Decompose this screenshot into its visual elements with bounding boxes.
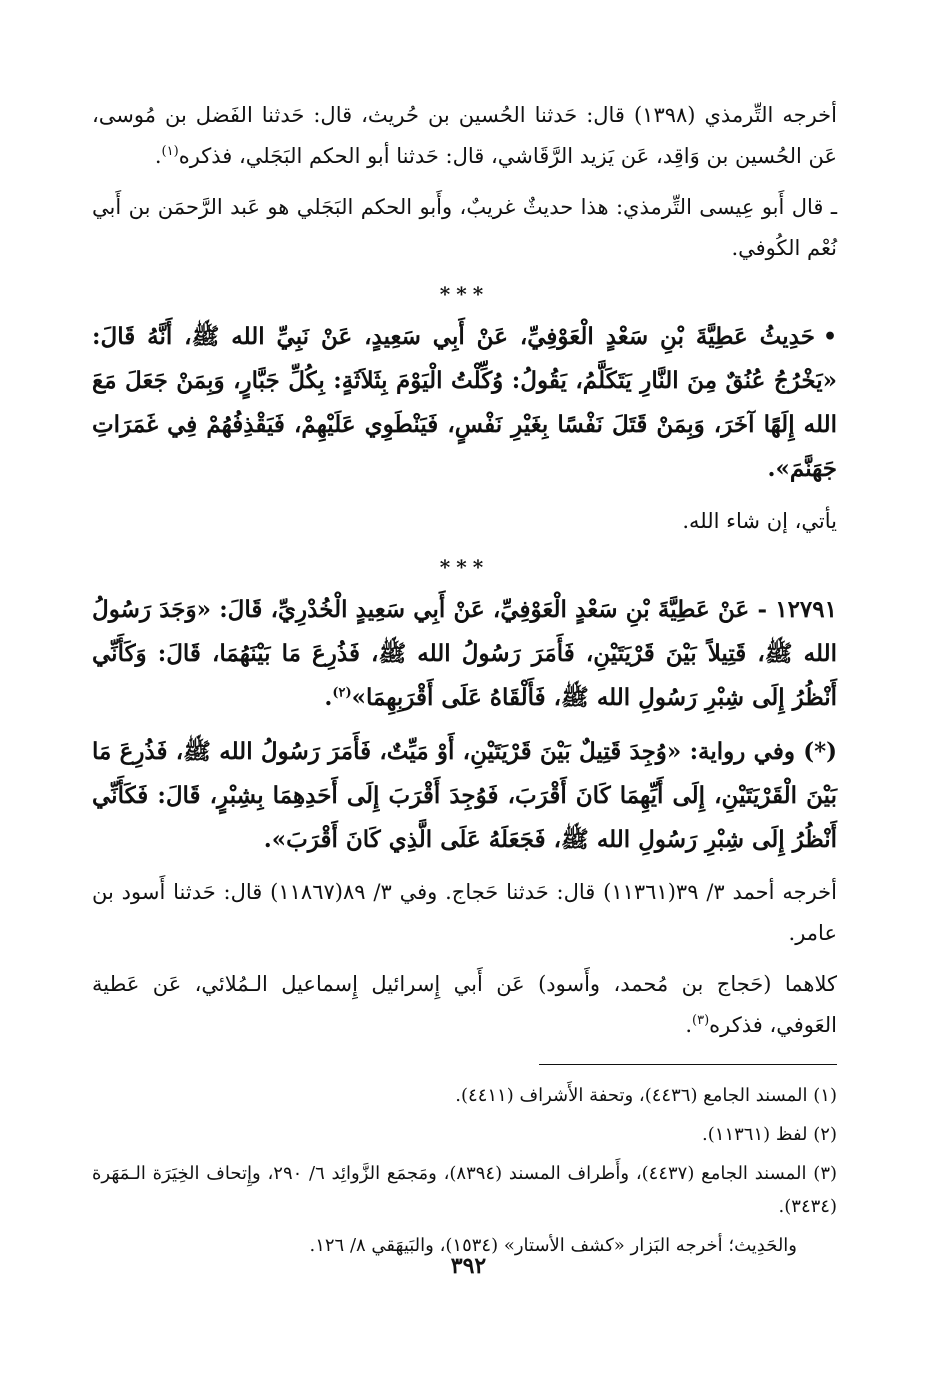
hadith-text: حَدِيثُ عَطِيَّةَ بْنِ سَعْدٍ الْعَوْفِيِّ، عَنْ أَبِي سَعِيدٍ، عَنْ نَبِيِّ الله ﷺ، أَنَّهُ قَالَ: «يَخْرُجُ عُنُقٌ مِنَ النَّارِ يَتَكَلَّمُ، يَقُولُ: وُكِّلْتُ الْيَوْمَ بِثَلاَثَةٍ: بِكُلِّ جَبَّارٍ، وَبِمَنْ جَعَلَ مَعَ الله إِلَهًا آخَرَ، وَبِمَنْ قَتَلَ نَفْسًا بِغَيْرِ نَفْسٍ، فَيَنْطَوِي عَلَيْهِمْ، فَيَقْذِفُهُمْ فِي غَمَرَاتِ جَهَنَّمَ».	[92, 323, 837, 482]
hadith-12791-text: ١٢٧٩١ - عَنْ عَطِيَّةَ بْنِ سَعْدٍ الْعَوْفِيِّ، عَنْ أَبِي سَعِيدٍ الْخُدْرِيِّ، قَالَ: «وَجَدَ رَسُولُ الله ﷺ، قَتِيلاً بَيْنَ قَرْيَتَيْنِ، فَأَمَرَ رَسُولُ الله ﷺ، فَذُرِعَ مَا بَيْنَهُمَا، قَالَ: وَكَأَنِّي أَنْظُرُ إِلَى شِبْرِ رَسُولِ الله ﷺ، فَأَلْقَاهُ عَلَى أَقْرَبِهِمَا»	[92, 596, 837, 711]
section-separator: ***	[439, 555, 490, 579]
page-body	[92, 95, 837, 1268]
cross-reference-note: يأتي، إن شاء الله.	[682, 509, 837, 533]
hadith-12791: ١٢٧٩١ - عَنْ عَطِيَّةَ بْنِ سَعْدٍ الْعَوْفِيِّ، عَنْ أَبِي سَعِيدٍ الْخُدْرِيِّ، قَالَ: «وَجَدَ رَسُولُ الله ﷺ، قَتِيلاً بَيْنَ قَرْيَتَيْنِ، فَأَمَرَ رَسُولُ الله ﷺ، فَذُرِعَ مَا بَيْنَهُمَا، قَالَ: وَكَأَنِّي أَنْظُرُ إِلَى شِبْرِ رَسُولِ الله ﷺ، فَأَلْقَاهُ عَلَى أَقْرَبِهِمَا»$^{(٢)}$.	[92, 596, 837, 711]
takhrij-chain-text: كلاهما (حَجاج بن مُحمد، وأَسود) عَن أَبي إِسرائيل إِسماعيل الـمُلائي، عَن عَطية العَوفي، فذكره	[92, 972, 837, 1037]
footnote-2: (٢) لفظ (١١٣٦١).	[702, 1124, 837, 1145]
tirmidhi-comment: ـ قال أَبو عِيسى التِّرمذي: هذا حديثٌ غريبٌ، وأَبو الحكم البَجَلي هو عَبد الرَّحمَن بن أَبي نُعْم الكُوفي.	[92, 195, 837, 260]
footnotes	[92, 1079, 837, 1262]
takhrij-tirmidhi: أخرجه التِّرمذي (١٣٩٨) قال: حَدثنا الحُسين بن حُريث، قال: حَدثنا الفَضل بن مُوسى، عَن الحُسين بن وَاقِد، عَن يَزيد الرَّقَاشي، قال: حَدثنا أبو الحكم البَجَلي، فذكره$^{(١)}$.	[92, 103, 837, 168]
footnote-1: (١) المسند الجامع (٤٤٣٦)، وتحفة الأَشراف (٤٤١١).	[455, 1085, 837, 1106]
footnote-ref-2[interactable]: (٢)	[332, 685, 352, 701]
section-separator: ***	[439, 282, 490, 306]
bullet-icon: •	[822, 324, 837, 350]
hadith-12791-variant: (*) وفي رواية: «وُجِدَ قَتِيلٌ بَيْنَ قَرْيَتَيْنِ، أَوْ مَيِّتٌ، فَأَمَرَ رَسُولُ الله ﷺ، فَذُرِعَ مَا بَيْنَ الْقَرْيَتَيْنِ، إِلَى أَيِّهِمَا كَانَ أَقْرَبَ، فَوُجِدَ أَقْرَبَ إِلَى أَحَدِهِمَا بِشِبْرٍ، قَالَ: فَكَأَنِّي أَنْظُرُ إِلَى شِبْرِ رَسُولِ الله ﷺ، فَجَعَلَهُ عَلَى الَّذِي كَانَ أَقْرَبَ».	[92, 738, 837, 853]
footnote-3: (٣) المسند الجامع (٤٤٣٧)، وأَطراف المسند (٨٣٩٤)، ومَجمَع الزَّوائِد ٦/ ٢٩٠، وإِتحاف الخِيَرَة الـمَهَرة (٣٤٣٤).	[92, 1163, 838, 1217]
takhrij-tirmidhi-text: أخرجه التِّرمذي (١٣٩٨) قال: حَدثنا الحُسين بن حُريث، قال: حَدثنا الفَضل بن مُوسى، عَن الحُسين بن وَاقِد، عَن يَزيد الرَّقَاشي، قال: حَدثنا أبو الحكم البَجَلي، فذكره	[92, 103, 837, 168]
footnote-divider	[539, 1064, 837, 1065]
takhrij-ahmad: أخرجه أحمد ٣/ ٣٩(١١٣٦١) قال: حَدثنا حَجاج. وفي ٣/ ٨٩(١١٨٦٧) قال: حَدثنا أَسود بن عامر.	[92, 880, 837, 945]
footnote-ref-3[interactable]: (٣)	[692, 1013, 710, 1028]
footnote-3-continuation: والحَدِيث؛ أخرجه البَزار «كشف الأستار» (١٥٣٤)، والبَيهَقي ٨/ ١٢٦.	[309, 1235, 797, 1256]
footnote-ref-1[interactable]: (١)	[161, 144, 179, 159]
hadith-atiyyah-abi-said	[92, 315, 837, 491]
takhrij-chain: كلاهما (حَجاج بن مُحمد، وأَسود) عَن أَبي إِسرائيل إِسماعيل الـمُلائي، عَن عَطية العَوفي، فذكره$^{(٣)}$.	[92, 972, 837, 1037]
page-number: ٣٩٢	[450, 1253, 487, 1279]
